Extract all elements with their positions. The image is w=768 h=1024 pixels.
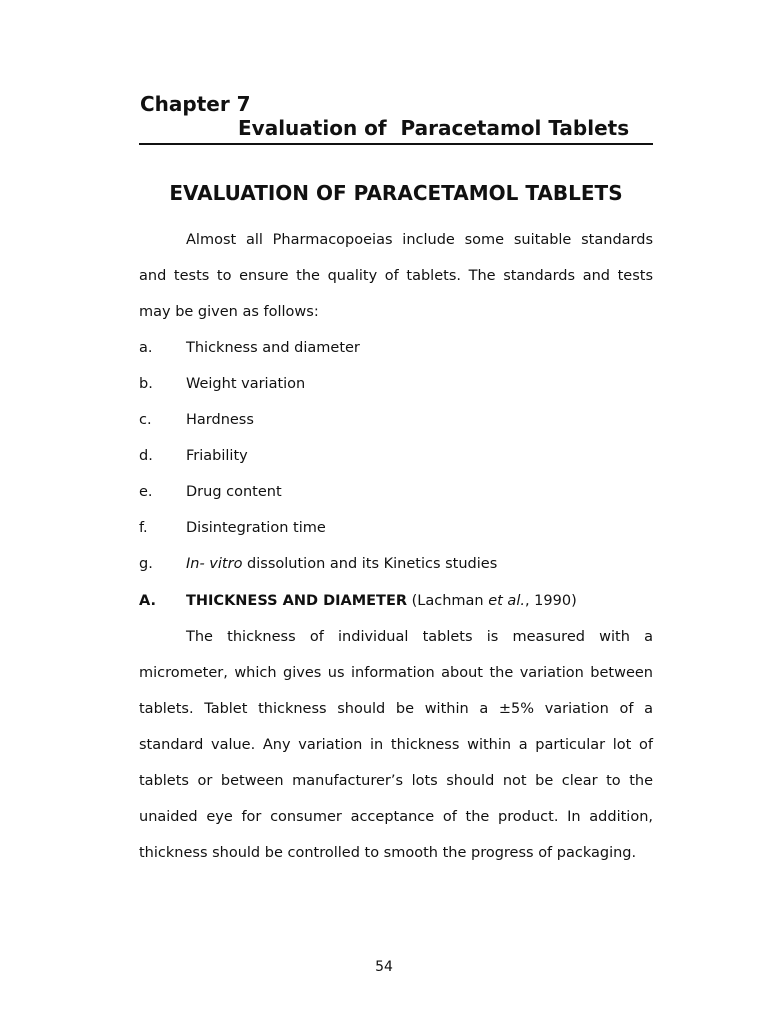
list-marker: f. [139, 520, 148, 536]
list-marker: a. [139, 340, 153, 356]
list-item-italic: In- vitro [186, 556, 243, 572]
chapter-title: Evaluation of Paracetamol Tablets [238, 116, 630, 140]
section-a-title-line [186, 583, 577, 619]
list-item-text: Disintegration time [186, 520, 326, 536]
intro-paragraph: Almost all Pharmacopoeias include some suitable standards and tests to ensure the quality of tablets. The standards and tests may be given as follows: [139, 232, 653, 320]
list-item-text: Hardness [186, 412, 254, 428]
list-item [139, 438, 653, 474]
list-item-rest: dissolution and its Kinetics studies [242, 556, 498, 572]
page-number: 54 [375, 959, 393, 975]
citation-italic: et al. [488, 593, 525, 609]
list-item [139, 546, 653, 582]
list-item [139, 402, 653, 438]
tests-list [139, 330, 653, 582]
header-rule [139, 143, 653, 145]
section-heading: EVALUATION OF PARACETAMOL TABLETS [169, 181, 623, 205]
section-a-paragraph: The thickness of individual tablets is measured with a micrometer, which gives us information about the variation between tablets. Tablet thickness should be within a ±5% variation of a standard value. Any variation in thickness within a particular lot of tablets or between manufacturer’s lots should not be clear to the unaided eye for consumer acceptance of the product. In addition, thickness should be controlled to smooth the progress of packaging. [139, 629, 653, 861]
list-marker: c. [139, 412, 152, 428]
list-item [139, 474, 653, 510]
list-marker: b. [139, 376, 153, 392]
list-item-text: Friability [186, 448, 248, 464]
list-item-text: Thickness and diameter [186, 340, 360, 356]
list-item-text: Drug content [186, 484, 282, 500]
list-item [139, 366, 653, 402]
list-item [139, 330, 653, 366]
section-a-marker: A. [139, 593, 156, 609]
list-item [139, 510, 653, 546]
list-marker: d. [139, 448, 153, 464]
list-item-text: Weight variation [186, 376, 306, 392]
section-a-title: THICKNESS AND DIAMETER [186, 593, 408, 609]
list-marker: e. [139, 484, 153, 500]
citation-open: (Lachman [407, 593, 489, 609]
list-marker: g. [139, 556, 153, 572]
list-item-text [186, 546, 497, 582]
chapter-label: Chapter 7 [140, 92, 251, 116]
citation-close: , 1990) [524, 593, 577, 609]
section-a-heading [139, 583, 653, 619]
